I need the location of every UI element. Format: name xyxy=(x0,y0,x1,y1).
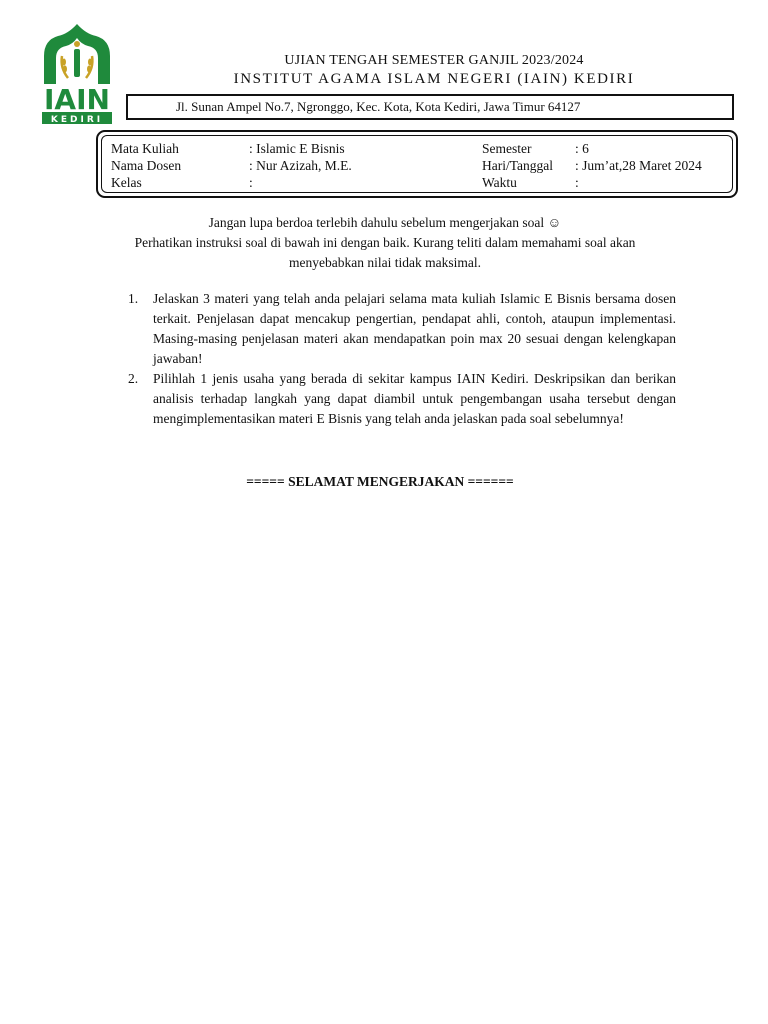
semester-label: Semester xyxy=(482,141,532,156)
mosque-emblem-icon xyxy=(38,22,116,126)
nama-dosen-label: Nama Dosen xyxy=(111,158,182,173)
exam-title: UJIAN TENGAH SEMESTER GANJIL 2023/2024 xyxy=(284,53,584,68)
logo-subtext: KEDIRI xyxy=(50,115,104,125)
question-number: 1. xyxy=(128,291,139,306)
mata-kuliah-label: Mata Kuliah xyxy=(111,141,179,156)
semester-value: : 6 xyxy=(575,141,589,156)
kelas-label: Kelas xyxy=(111,175,142,190)
iain-kediri-logo xyxy=(38,22,116,126)
address-text: Jl. Sunan Ampel No.7, Ngronggo, Kec. Kota, Kota Kediri, Jawa Timur 64127 xyxy=(176,99,581,114)
mata-kuliah-value: : Islamic E Bisnis xyxy=(249,141,345,156)
nama-dosen-value: : Nur Azizah, M.E. xyxy=(249,158,352,173)
kelas-value: : xyxy=(249,175,253,190)
question-list xyxy=(128,289,676,429)
waktu-value: : xyxy=(575,175,579,190)
question-number: 2. xyxy=(128,371,139,386)
question-item xyxy=(128,289,676,369)
address-box xyxy=(126,94,734,120)
question-text: Jelaskan 3 materi yang telah anda pelajari selama mata kuliah Islamic E Bisnis bersama dosen terkait. Penjelasan dapat mencakup pengertian, pendapat ahli, contoh, ataupun implementasi. Masing-masing penjelasan materi akan mendapatkan poin max 20 sesuai dengan kelengkapan jawaban! xyxy=(153,291,676,366)
institution-name: INSTITUT AGAMA ISLAM NEGERI (IAIN) KEDIRI xyxy=(233,71,635,87)
hari-tanggal-value: : Jum’at,28 Maret 2024 xyxy=(575,158,702,173)
instruction-line-2: Perhatikan instruksi soal di bawah ini dengan baik. Kurang teliti dalam memahami soal akan xyxy=(134,235,636,250)
question-text: Pilihlah 1 jenis usaha yang berada di sekitar kampus IAIN Kediri. Deskripsikan dan berikan analisis terhadap langkah yang dapat diambil untuk pengembangan usaha tersebut dengan mengimplementasikan materi E Bisnis yang telah anda jelaskan pada soal sebelumnya! xyxy=(153,371,676,426)
instruction-line-1: Jangan lupa berdoa terlebih dahulu sebelum mengerjakan soal ☺ xyxy=(208,215,562,230)
instruction-line-3: menyebabkan nilai tidak maksimal. xyxy=(289,255,481,270)
question-item xyxy=(128,369,676,429)
logo-text: IAIN xyxy=(44,83,110,116)
hari-tanggal-label: Hari/Tanggal xyxy=(482,158,554,173)
closing-text: ===== SELAMAT MENGERJAKAN ====== xyxy=(246,474,514,489)
waktu-label: Waktu xyxy=(482,175,517,190)
